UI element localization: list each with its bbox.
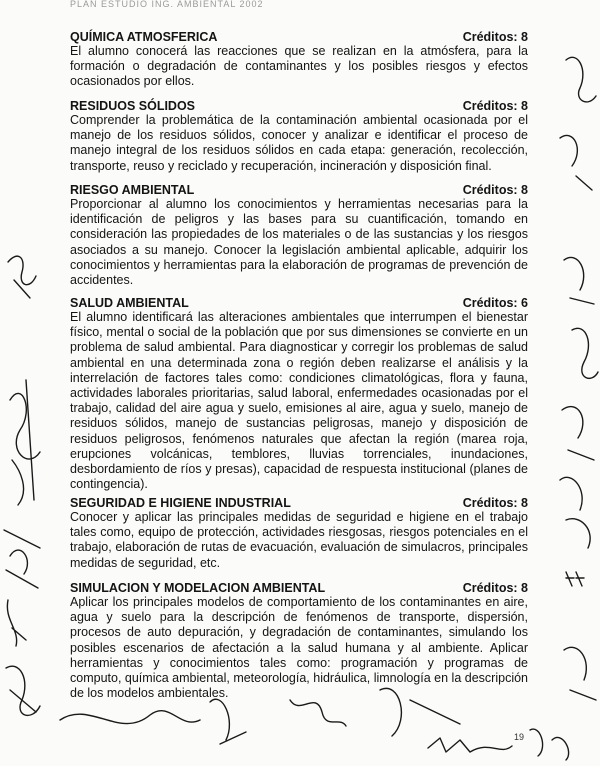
course-title: RIESGO AMBIENTAL [70, 183, 195, 197]
course-credits: Créditos: 8 [462, 581, 528, 595]
course-title: QUÍMICA ATMOSFERICA [70, 30, 218, 44]
course-credits: Créditos: 8 [462, 30, 528, 44]
course-salud-ambiental [70, 296, 528, 492]
course-description: El alumno conocerá las reacciones que se realizan en la atmósfera, para la formación o degradación de contaminantes y los posibles riesgos y efectos ocasionados por ellos. [70, 44, 528, 89]
signature-right-2 [560, 135, 592, 190]
course-title: RESIDUOS SÓLIDOS [70, 99, 196, 113]
course-riesgo-ambiental [70, 183, 528, 288]
signature-left-2 [10, 380, 40, 505]
course-description: El alumno identificará las alteraciones ambientales que interrumpen el bienestar físico, mental o social de la población que por sus dimensiones se convierte en un problema de salud ambiental. Para diagnosticar y corregir los problemas de salud ambiental en una determinada zona o región deben realizarse el análisis y la interrelación de factores tales como: condiciones climatológicas, flora y fauna, actividades laborales prioritarias, salud laboral, enfermedades ocasionadas por el trabajo, calidad del aire agua y suelo, emisiones al aire, agua y suelo, manejo de residuos sólidos, manejo de sustancias peligrosas, manejo y disposición de residuos peligrosos, fenómenos naturales que afectan la región (marea roja, erupciones volcánicas, temblores, lluvias torrenciales, inundaciones, desbordamiento de ríos y presas), capacidad de respuesta institucional (planes de contingencia). [70, 310, 528, 492]
signature-left-3 [4, 530, 40, 588]
signature-left-1 [8, 256, 36, 298]
signature-right-7 [566, 572, 584, 586]
signature-right-6 [560, 477, 590, 548]
course-simulacion-modelacion [70, 581, 528, 701]
course-description: Proporcionar al alumno los conocimientos y herramientas necesarias para la identificación de peligros y las bases para su cuantificación, tomando en consideración las propiedades de los materiales o de las sustancias y los riesgos asociados a su manejo. Conocer la legislación ambiental aplicable, adquirir los conocimientos y herramientas para la elaboración de programas de prevención de accidentes. [70, 197, 528, 288]
signature-bottom-1 [60, 711, 200, 724]
page-number: 19 [514, 732, 525, 742]
course-title: SIMULACION Y MODELACION AMBIENTAL [70, 581, 326, 595]
signature-right-4 [572, 328, 598, 378]
course-description: Aplicar los principales modelos de comportamiento de los contaminantes en aire, agua y suelo para la descripción de fenómenos de transporte, dispersión, procesos de auto depuración, y degradación de contaminantes, simulando los posibles escenarios de afectación a la salud humana y al ambiente. Aplicar herramientas y conocimientos tales como: programación y programas de computo, química ambiental, meteorología, hidráulica, limnología en la descripción de los modelos ambientales. [70, 595, 528, 701]
signature-right-3 [564, 257, 594, 304]
signature-bottom-6 [530, 729, 569, 760]
signature-right-8 [564, 647, 596, 700]
signature-bottom-2 [210, 699, 246, 744]
signature-bottom-3 [290, 700, 346, 726]
course-credits: Créditos: 8 [462, 496, 528, 510]
course-credits: Créditos: 8 [462, 99, 528, 113]
course-description: Comprender la problemática de la contaminación ambiental ocasionada por el manejo de los residuos sólidos, conocer y analizar e identificar el proceso de manejo integral de los residuos sólidos en cada etapa: generación, recolección, transporte, reuso y reciclado y recuperación, incineración y disposición final. [70, 113, 528, 173]
signature-left-4 [7, 600, 26, 646]
course-residuos-solidos [70, 99, 528, 174]
signature-right-5 [562, 407, 594, 460]
signature-bottom-5 [428, 738, 512, 752]
faded-header-text: PLAN ESTUDIO ING. AMBIENTAL 2002 [70, 0, 264, 8]
course-quimica-atmosferica [70, 30, 528, 90]
course-credits: Créditos: 8 [462, 183, 528, 197]
course-credits: Créditos: 6 [462, 296, 528, 310]
course-title: SALUD AMBIENTAL [70, 296, 189, 310]
signature-left-5 [6, 666, 40, 715]
signature-right-1 [566, 57, 596, 102]
course-title: SEGURIDAD E HIGIENE INDUSTRIAL [70, 496, 291, 510]
course-description: Conocer y aplicar las principales medidas de seguridad e higiene en el trabajo tales como, equipo de protección, actividades riesgosas, riesgos potenciales en el trabajo, elaboración de rutas de evacuación, evaluación de simulacros, principales medidas de seguridad, etc. [70, 510, 528, 570]
course-seguridad-higiene [70, 496, 528, 571]
